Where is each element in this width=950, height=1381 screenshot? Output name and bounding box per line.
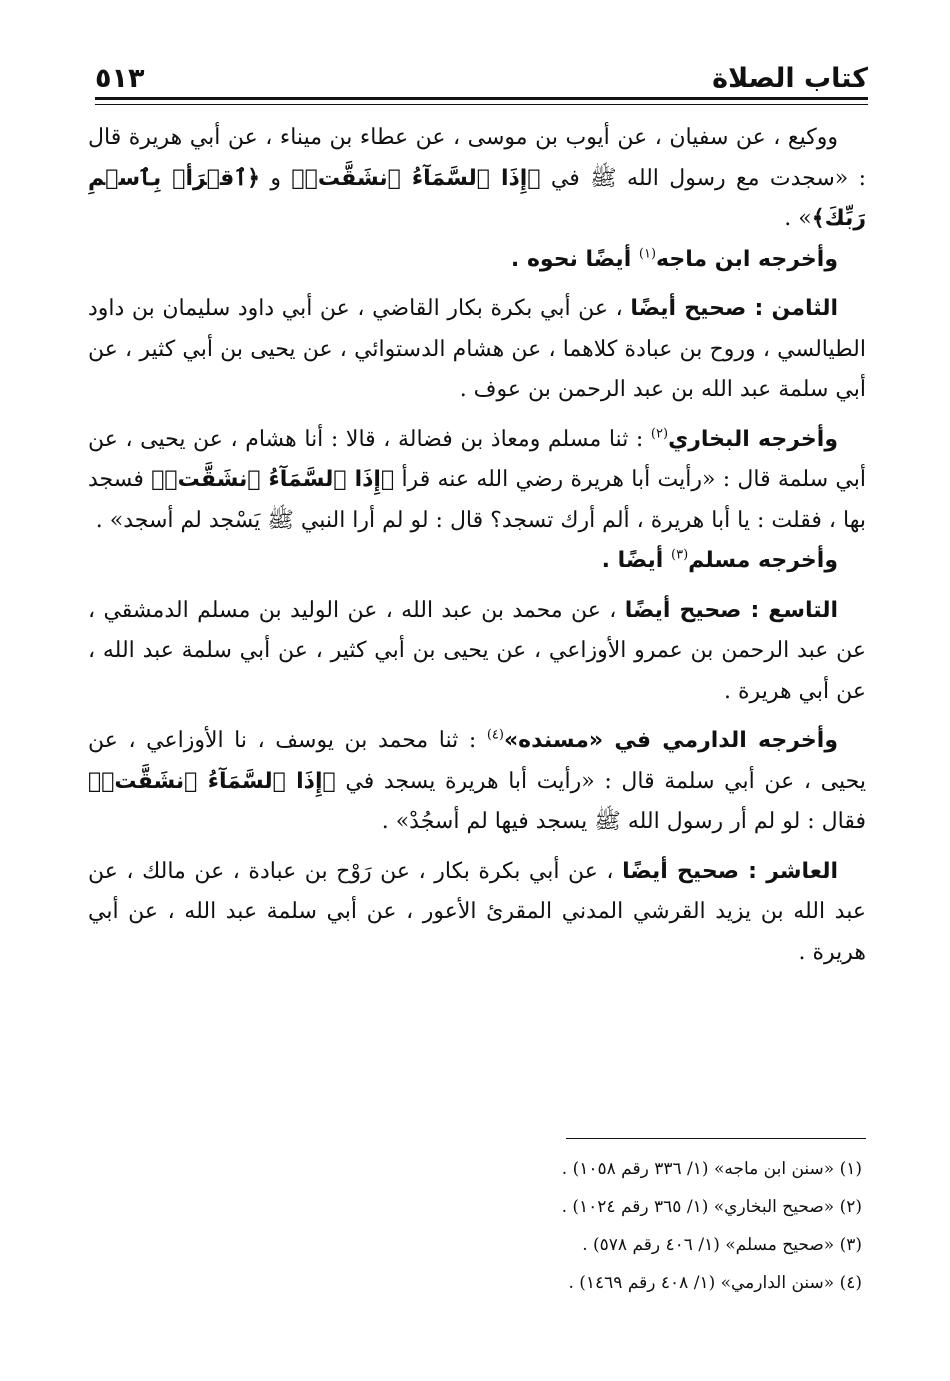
paragraph-5	[88, 541, 866, 582]
quran-verse: ﴿إِذَا ٱلسَّمَآءُ ٱنشَقَّتۡ﴾	[291, 165, 541, 191]
footnote-ref: (١)	[638, 246, 657, 262]
quran-verse: ﴿إِذَا ٱلسَّمَآءُ ٱنشَقَّتۡ﴾	[151, 467, 395, 492]
bold-lead: الثامن : صحيح أيضًا	[630, 296, 839, 321]
header-rule	[95, 97, 868, 105]
footnote-3: (٣) «صحيح مسلم» (١/ ٤٠٦ رقم ٥٧٨) .	[582, 1235, 862, 1255]
bold-lead: التاسع : صحيح أيضًا	[624, 597, 839, 623]
footnote-2: (٢) «صحيح البخاري» (١/ ٣٦٥ رقم ١٠٢٤) .	[561, 1197, 862, 1217]
paragraph-8	[88, 852, 866, 974]
text: فقال : لو لم أر رسول الله ﷺ يسجد فيها لم أسجُدْ» .	[381, 809, 866, 834]
footnote-ref: (٢)	[650, 426, 669, 442]
running-head-title: كتاب الصلاة	[712, 63, 868, 94]
bold-lead: وأخرجه الدارمي في «مسنده»	[503, 728, 839, 753]
text: : ثنا محمد بن يوسف ، نا الأوزاعي ، عن يحيى ، عن أبي سلمة قال : «رأيت أبا هريرة يسجد في	[88, 728, 866, 794]
footnote-rule	[566, 1138, 866, 1139]
footnote-ref: (٤)	[486, 727, 504, 743]
paragraph-7	[88, 721, 866, 843]
footnote-1: (١) «سنن ابن ماجه» (١/ ٣٣٦ رقم ١٠٥٨) .	[561, 1159, 862, 1179]
text: » .	[784, 206, 812, 231]
page-number: ٥١٣	[95, 63, 145, 94]
bold-lead: العاشر : صحيح أيضًا	[622, 858, 838, 884]
text: و	[260, 165, 292, 191]
paragraph-1	[88, 118, 866, 240]
paragraph-6	[88, 591, 866, 713]
paragraph-3	[88, 289, 866, 411]
main-text	[88, 118, 866, 973]
paragraph-4	[88, 420, 866, 542]
text: : ثنا مسلم ومعاذ بن فضالة ، قالا : أنا هشام ، عن يحيى ، عن أبي سلمة قال : «رأيت أبا هريرة رضي الله عنه قرأ	[88, 426, 866, 492]
text: فسجد بها ، فقلت : يا أبا هريرة ، ألم أرك تسجد؟ قال : لو لم أرا النبي ﷺ يَسْجد لم أسجد» .	[88, 467, 866, 533]
quran-verse: ﴿إِذَا ٱلسَّمَآءُ ٱنشَقَّتۡ﴾	[88, 768, 336, 794]
text: ووكيع ، عن سفيان ، عن أيوب بن موسى ، عن عطاء بن ميناء ، عن أبي هريرة قال : «سجدت مع رسول الله ﷺ في	[88, 125, 866, 191]
text: ، عن أبي بكرة بكار القاضي ، عن أبي داود سليمان بن داود الطيالسي ، وروح بن عبادة كلاهما ، عن هشام الدستوائي ، عن يحيى بن أبي كثير ، عن أبي سلمة عبد الله بن عبد الرحمن بن عوف .	[88, 296, 866, 402]
bold-lead: وأخرجه مسلم	[688, 548, 838, 573]
quran-verse: ﴿ٱقۡرَأۡ بِٱسۡمِ رَبِّكَ﴾	[88, 165, 866, 231]
text: ، عن محمد بن عبد الله ، عن الوليد بن مسلم الدمشقي ، عن عبد الرحمن بن عمرو الأوزاعي ، عن يحيى بن أبي كثير ، عن أبي سلمة عبد الله ، عن أبي هريرة .	[88, 597, 866, 704]
bold-lead: وأخرجه البخاري	[668, 426, 839, 452]
paragraph-2	[88, 240, 866, 281]
footnote-4: (٤) «سنن الدارمي» (١/ ٤٠٨ رقم ١٤٦٩) .	[568, 1273, 862, 1293]
bold-text: أيضًا نحوه .	[510, 246, 639, 272]
text: ، عن أبي بكرة بكار ، عن رَوْح بن عبادة ، عن مالك ، عن عبد الله بن يزيد القرشي المدني المقرئ الأعور ، عن أبي سلمة عبد الله ، عن أبي هريرة .	[88, 858, 866, 965]
bold-lead: وأخرجه ابن ماجه	[656, 246, 838, 272]
footnotes	[88, 1150, 862, 1302]
page-header	[95, 48, 868, 96]
bold-text: أيضًا .	[601, 548, 671, 573]
footnote-ref: (٣)	[671, 547, 689, 563]
